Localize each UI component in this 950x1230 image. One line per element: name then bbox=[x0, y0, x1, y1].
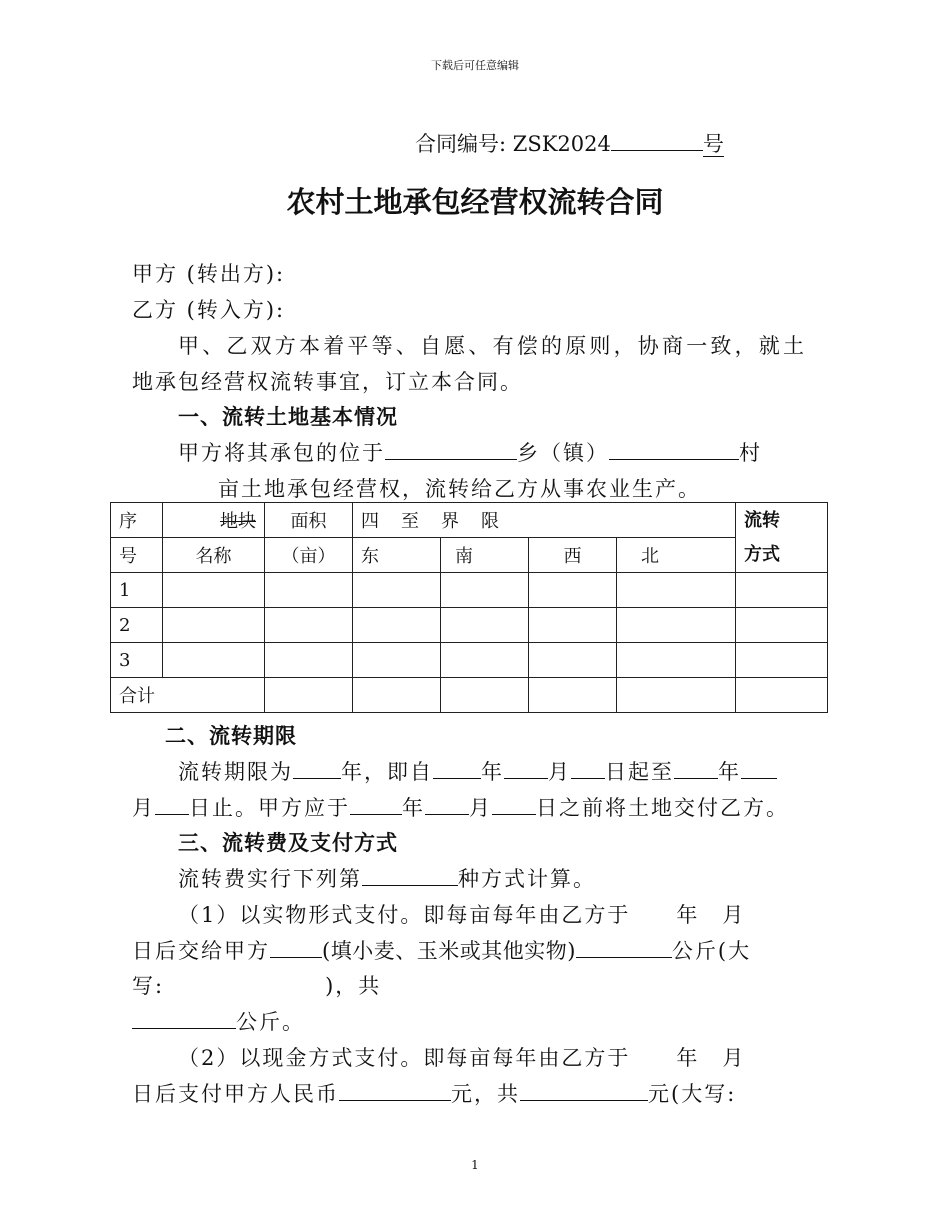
term-text: 年 bbox=[481, 760, 504, 784]
term-text: 流转期限为 bbox=[178, 760, 293, 784]
south-cell[interactable] bbox=[441, 643, 529, 678]
end-year-blank[interactable] bbox=[674, 758, 718, 779]
option1-line-2 bbox=[132, 935, 751, 965]
west-cell[interactable] bbox=[529, 573, 617, 608]
east-cell[interactable] bbox=[353, 608, 441, 643]
table-row bbox=[111, 643, 828, 678]
total-area-cell[interactable] bbox=[265, 678, 353, 713]
fee-method-blank[interactable] bbox=[362, 865, 458, 886]
north-cell[interactable] bbox=[617, 573, 736, 608]
kg-per-mu-blank[interactable] bbox=[576, 937, 672, 958]
party-b-line: 乙方 (转入方): bbox=[132, 298, 286, 322]
option1-text: 日后交给甲方 bbox=[132, 939, 270, 963]
mode-cell[interactable] bbox=[736, 643, 828, 678]
north-cell[interactable] bbox=[617, 608, 736, 643]
option1-text: 公斤(大 bbox=[671, 939, 752, 963]
header-seq-bottom: 号 bbox=[111, 538, 163, 573]
land-table bbox=[110, 502, 828, 713]
term-line-1 bbox=[178, 756, 777, 786]
area-cell[interactable] bbox=[265, 643, 353, 678]
row-number: 3 bbox=[111, 643, 163, 678]
mode-cell[interactable] bbox=[736, 573, 828, 608]
term-years-blank[interactable] bbox=[293, 758, 341, 779]
fee-method-line bbox=[178, 863, 596, 893]
row-number: 2 bbox=[111, 608, 163, 643]
area-cell[interactable] bbox=[265, 608, 353, 643]
term-text: 日起至 bbox=[605, 760, 674, 784]
row-number: 1 bbox=[111, 573, 163, 608]
section1-area-line: 亩土地承包经营权，流转给乙方从事农业生产。 bbox=[218, 477, 701, 501]
table-total-row bbox=[111, 678, 828, 713]
option2-line-2 bbox=[132, 1078, 736, 1108]
header-note: 下载后可任意编辑 bbox=[431, 59, 519, 72]
area-cell[interactable] bbox=[265, 573, 353, 608]
term-text: 日之前将土地交付乙方。 bbox=[536, 796, 789, 820]
term-line-2 bbox=[132, 792, 789, 822]
intro-line-2: 地承包经营权流转事宜，订立本合同。 bbox=[132, 370, 523, 394]
header-area-bottom: （亩） bbox=[265, 538, 353, 573]
term-text: 月 bbox=[469, 796, 492, 820]
section3-heading: 三、流转费及支付方式 bbox=[178, 831, 398, 855]
west-cell[interactable] bbox=[529, 608, 617, 643]
east-cell[interactable] bbox=[353, 643, 441, 678]
header-seq-top: 序 bbox=[111, 503, 163, 538]
table-row bbox=[111, 573, 828, 608]
term-text: 年 bbox=[402, 796, 425, 820]
option2-text: 元(大写: bbox=[648, 1082, 737, 1106]
header-area-top: 面积 bbox=[265, 503, 353, 538]
total-label: 合计 bbox=[111, 678, 265, 713]
page-number: 1 bbox=[471, 1158, 479, 1172]
total-price-blank[interactable] bbox=[520, 1080, 648, 1101]
option2-text: 日后支付甲方人民币 bbox=[132, 1082, 339, 1106]
option1-line-3: 写: )，共 bbox=[132, 974, 382, 998]
contract-number-suffix: 号 bbox=[702, 132, 724, 156]
contract-number-blank[interactable] bbox=[611, 130, 703, 151]
term-text: 年，即自 bbox=[341, 760, 433, 784]
total-south-cell[interactable] bbox=[441, 678, 529, 713]
end-day-blank[interactable] bbox=[155, 794, 189, 815]
intro-line-1: 甲、乙双方本着平等、自愿、有偿的原则，协商一致，就土 bbox=[178, 334, 808, 358]
contract-number bbox=[415, 128, 724, 158]
fee-text: 流转费实行下列第 bbox=[178, 867, 362, 891]
total-mode-cell[interactable] bbox=[736, 678, 828, 713]
section2-heading: 二、流转期限 bbox=[165, 724, 297, 748]
header-south: 南 bbox=[441, 538, 529, 573]
table-header-row-2 bbox=[111, 538, 828, 573]
header-mode-line-2: 方式 bbox=[744, 543, 780, 565]
header-transfer-mode bbox=[736, 503, 828, 573]
total-west-cell[interactable] bbox=[529, 678, 617, 713]
header-north: 北 bbox=[617, 538, 736, 573]
village-label: 村 bbox=[739, 441, 762, 465]
total-kg-blank[interactable] bbox=[132, 1008, 236, 1029]
option1-line-4 bbox=[132, 1006, 305, 1036]
end-month-blank[interactable] bbox=[741, 758, 777, 779]
table-header-row-1 bbox=[111, 503, 828, 538]
plot-name-cell[interactable] bbox=[163, 573, 265, 608]
option1-line-1: （1）以实物形式支付。即每亩每年由乙方于 年 月 bbox=[178, 903, 746, 927]
west-cell[interactable] bbox=[529, 643, 617, 678]
deliver-month-blank[interactable] bbox=[425, 794, 469, 815]
east-cell[interactable] bbox=[353, 573, 441, 608]
total-east-cell[interactable] bbox=[353, 678, 441, 713]
plot-name-cell[interactable] bbox=[163, 643, 265, 678]
village-blank[interactable] bbox=[609, 439, 739, 460]
south-cell[interactable] bbox=[441, 608, 529, 643]
location-label: 甲方将其承包的位于 bbox=[178, 441, 385, 465]
header-east: 东 bbox=[353, 538, 441, 573]
section1-heading: 一、流转土地基本情况 bbox=[178, 405, 398, 429]
south-cell[interactable] bbox=[441, 573, 529, 608]
term-text: 年 bbox=[718, 760, 741, 784]
start-month-blank[interactable] bbox=[504, 758, 548, 779]
mode-cell[interactable] bbox=[736, 608, 828, 643]
start-day-blank[interactable] bbox=[571, 758, 605, 779]
option2-line-1: （2）以现金方式支付。即每亩每年由乙方于 年 月 bbox=[178, 1046, 746, 1070]
township-blank[interactable] bbox=[385, 439, 517, 460]
header-boundaries: 四 至 界 限 bbox=[353, 503, 736, 538]
table-row bbox=[111, 608, 828, 643]
total-north-cell[interactable] bbox=[617, 678, 736, 713]
crop-type-blank[interactable] bbox=[270, 937, 322, 958]
term-text: 月 bbox=[548, 760, 571, 784]
header-plot-top bbox=[163, 503, 265, 538]
header-plot-bottom: 名称 bbox=[163, 538, 265, 573]
section1-location-line bbox=[178, 437, 762, 467]
start-year-blank[interactable] bbox=[433, 758, 481, 779]
party-a-line: 甲方 (转出方): bbox=[132, 262, 286, 286]
option1-text: 公斤。 bbox=[236, 1010, 305, 1034]
header-west: 西 bbox=[529, 538, 617, 573]
option2-text: 元，共 bbox=[451, 1082, 520, 1106]
fee-text: 种方式计算。 bbox=[458, 867, 596, 891]
document-title: 农村土地承包经营权流转合同 bbox=[286, 185, 664, 219]
plot-name-cell[interactable] bbox=[163, 608, 265, 643]
price-per-mu-blank[interactable] bbox=[339, 1080, 451, 1101]
term-text: 月 bbox=[132, 796, 155, 820]
header-plot-top-text: 地块 bbox=[220, 511, 256, 532]
township-label: 乡（镇） bbox=[517, 441, 609, 465]
header-mode-line-1: 流转 bbox=[744, 509, 780, 531]
contract-number-label: 合同编号: ZSK2024 bbox=[415, 132, 611, 156]
deliver-day-blank[interactable] bbox=[492, 794, 536, 815]
option1-text: (填小麦、玉米或其他实物) bbox=[322, 939, 576, 963]
term-text: 日止。甲方应于 bbox=[189, 796, 350, 820]
deliver-year-blank[interactable] bbox=[350, 794, 402, 815]
north-cell[interactable] bbox=[617, 643, 736, 678]
